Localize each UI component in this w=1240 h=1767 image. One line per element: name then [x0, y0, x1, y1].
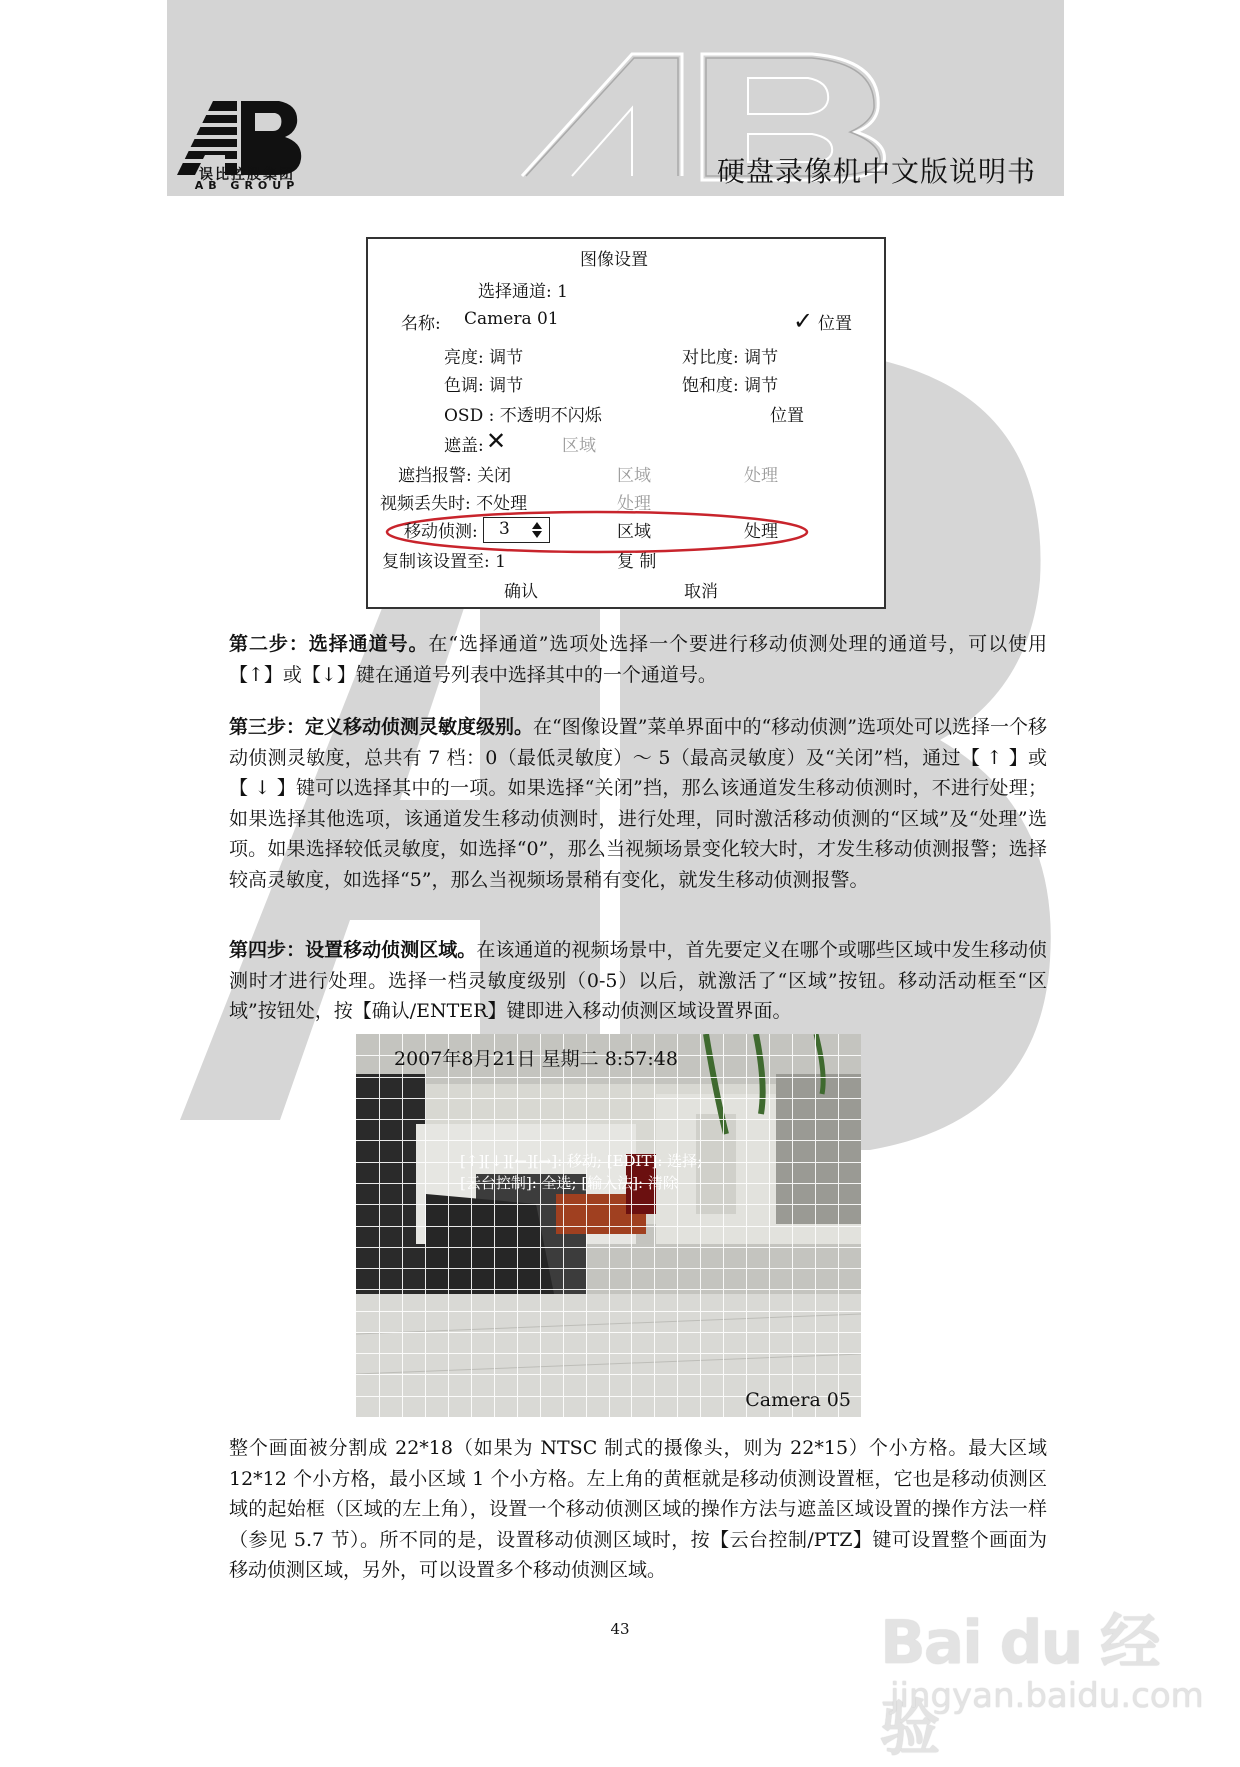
step4-paragraph	[187, 935, 1047, 1027]
step4-heading: 第四步：设置移动侦测区域。	[229, 939, 477, 961]
osd-option[interactable]: OSD : 不透明不闪烁	[444, 406, 602, 426]
saturation-option[interactable]: 饱和度: 调节	[682, 376, 779, 396]
manual-title: 硬盘录像机中文版说明书	[716, 155, 1036, 188]
name-position-option[interactable]: 位置	[818, 314, 852, 334]
baidu-jingyan-watermark	[870, 1580, 1204, 1764]
page-number: 43	[610, 1620, 630, 1638]
step4-body: 在该通道的视频场景中，首先要定义在哪个或哪些区域中发生移动侦测时才进行处理。选择一档灵敏度级别（0-5）以后，就激活了“区域”按钮。移动活动框至“区域”按钮处，按【确认/ENTER】键即进入移动侦测区域设置界面。	[229, 939, 1047, 1022]
block-alarm-option[interactable]: 遮挡报警: 关闭	[398, 466, 512, 486]
grid-description-body: 整个画面被分割成 22*18（如果为 NTSC 制式的摄像头，则为 22*15）个小方格。最大区域 12*12 个小方格，最小区域 1 个小方格。左上角的黄框就是移动侦测设置框，它也是移动侦测区域的起始框（区域的左上角），设置一个移动侦测区域的操作方法与遮盖区域设置的操作方法一样（参见 5.7 节）。所不同的是，设置移动侦测区域时，按【云台控制/PTZ】键可设置整个画面为移动侦测区域，另外，可以设置多个移动侦测区域。	[229, 1437, 1047, 1581]
contrast-option[interactable]: 对比度: 调节	[682, 348, 779, 368]
motion-process-button[interactable]: 处理	[744, 522, 778, 542]
menu-title: 图像设置	[580, 250, 648, 270]
motion-area-camera-view[interactable]	[356, 1034, 861, 1417]
camera-timestamp: 2007年8月21日 星期二 8:57:48	[394, 1048, 678, 1070]
cross-icon[interactable]: ✕	[486, 427, 507, 455]
key-hint-line1: [↑][↓][←][→]: 移动; [EDIT]: 选择;	[460, 1152, 703, 1170]
grid-description-paragraph	[187, 1433, 1047, 1586]
block-process-button[interactable]: 处理	[744, 466, 778, 486]
step2-paragraph	[187, 629, 1047, 690]
camera-name-overlay: Camera 05	[745, 1389, 851, 1411]
checkmark-icon[interactable]: ✓	[793, 307, 814, 335]
step3-paragraph	[187, 712, 1047, 895]
key-hint-line2: [云台控制]: 全选; [输入法]: 清除	[460, 1174, 678, 1192]
lobby-scene-image	[356, 1034, 861, 1417]
page-header	[167, 0, 1064, 196]
step2-body: 在“选择通道”选项处选择一个要进行移动侦测处理的通道号，可以使用【↑】或【↓】键在通道号列表中选择其中的一个通道号。	[229, 633, 1047, 686]
hue-option[interactable]: 色调: 调节	[444, 376, 524, 396]
camera-name-field[interactable]: Camera 01	[464, 309, 559, 329]
motion-sensitivity-value: 3	[499, 519, 510, 539]
logo-chinese-text: 误比控股集团	[199, 167, 295, 183]
step2-heading: 第二步：选择通道号。	[229, 633, 429, 655]
up-down-arrows-icon[interactable]	[531, 521, 543, 539]
osd-position-option[interactable]: 位置	[770, 406, 804, 426]
motion-sensitivity-spinner[interactable]	[483, 517, 550, 543]
motion-area-button[interactable]: 区域	[617, 522, 651, 542]
block-area-button[interactable]: 区域	[617, 466, 651, 486]
video-loss-process-button[interactable]: 处理	[617, 494, 651, 514]
motion-detect-label: 移动侦测:	[404, 522, 478, 542]
mask-area-button[interactable]: 区域	[562, 436, 596, 456]
mask-label: 遮盖:	[444, 436, 484, 456]
channel-select[interactable]: 选择通道: 1	[478, 282, 568, 302]
step3-heading: 第三步：定义移动侦测灵敏度级别。	[229, 716, 534, 738]
name-label: 名称:	[401, 314, 441, 334]
copy-button[interactable]: 复 制	[617, 552, 657, 572]
video-loss-option[interactable]: 视频丢失时: 不处理	[380, 494, 528, 514]
brightness-option[interactable]: 亮度: 调节	[444, 348, 524, 368]
copy-to-option[interactable]: 复制该设置至: 1	[382, 552, 506, 572]
baidu-brand-text: Bai du 经验	[880, 1608, 1159, 1764]
logo-english-text: AB GROUP	[194, 179, 300, 192]
cancel-button[interactable]: 取消	[684, 582, 718, 602]
image-settings-menu	[366, 237, 886, 609]
confirm-button[interactable]: 确认	[504, 582, 538, 602]
baidu-url-text: jingyan.baidu.com	[890, 1676, 1204, 1716]
step3-body: 在“图像设置”菜单界面中的“移动侦测”选项处可以选择一个移动侦测灵敏度，总共有 7 档：0（最低灵敏度）～ 5（最高灵敏度）及“关闭”档，通过【 ↑ 】或【 ↓ 】键可以选择其中的一项。如果选择“关闭”挡，那么该通道发生移动侦测时，不进行处理；如果选择其他选项，该通道发生移动侦测时，进行处理，同时激活移动侦测的“区域”及“处理”选项。如果选择较低灵敏度，如选择“0”，那么当视频场景变化较大时，才发生移动侦测报警；选择较高灵敏度，如选择“5”，那么当视频场景稍有变化，就发生移动侦测报警。	[229, 716, 1047, 891]
